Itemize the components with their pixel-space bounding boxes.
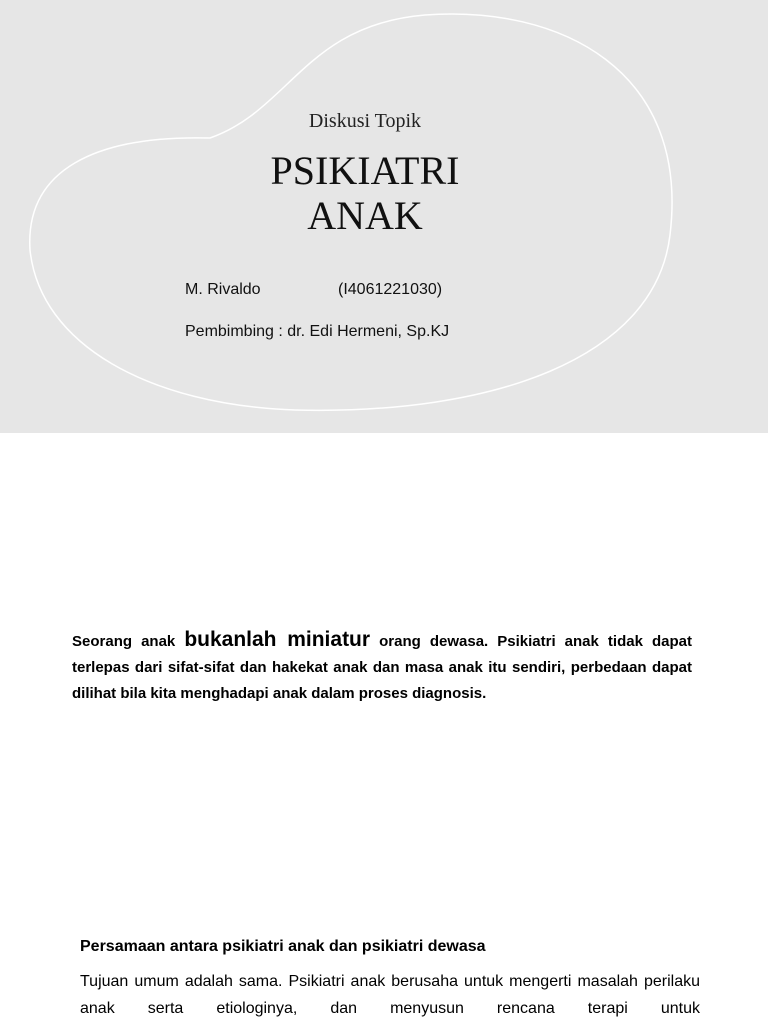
intro-text-before: Seorang anak [72, 633, 185, 650]
intro-emphasis: bukanlah miniatur [184, 628, 371, 651]
author-id: (I4061221030) [338, 281, 443, 298]
subtitle: Diskusi Topik [308, 110, 422, 132]
section-body: Tujuan umum adalah sama. Psikiatri anak berusaha untuk mengerti masalah perilaku anak serta etiologinya, dan menyusun rencana terapi untuk [80, 973, 700, 1017]
title-line-2: ANAK [307, 193, 423, 238]
intro-text-after: orang dewasa. Psikiatri anak tidak dapat terlepas dari sifat-sifat dan hakekat anak dan masa anak itu sendiri, perbedaan dapat dilihat bila kita menghadapi anak dalam proses diagnosis. [72, 633, 692, 702]
title-line-1: PSIKIATRI [270, 148, 460, 193]
page-title [0, 148, 730, 238]
supervisor: Pembimbing : dr. Edi Hermeni, Sp.KJ [185, 323, 450, 340]
author-name: M. Rivaldo [185, 281, 261, 298]
title-slide [0, 0, 768, 433]
intro-paragraph [72, 627, 692, 707]
section-heading: Persamaan antara psikiatri anak dan psikiatri dewasa [80, 938, 486, 955]
